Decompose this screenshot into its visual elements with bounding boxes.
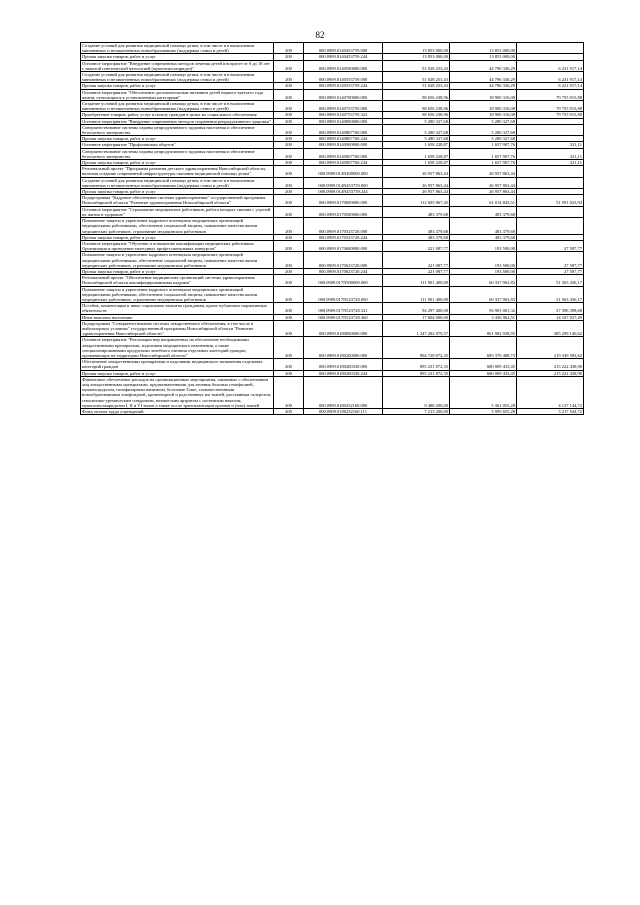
row-group-cell: 200: [274, 177, 304, 188]
row-code-cell: 000.0909.0140907760.000: [304, 148, 383, 159]
row-group-cell: 200: [274, 189, 304, 195]
row-planned-cell: 1 247 282 079,57: [383, 320, 450, 337]
row-planned-cell: 221 087,77: [383, 240, 450, 251]
row-planned-cell: 17 604 000,00: [383, 314, 450, 320]
page-number: 82: [315, 30, 325, 40]
row-name-cell: Повышение защиты и укрепление кадрового потенциала медицинских организаций медицинскими работниками, обеспечение социальной защиты, повышение качества жизни медицинских работников, страхование медицинских работников: [81, 218, 274, 235]
row-planned-cell: 1 658 228,87: [383, 148, 450, 159]
row-group-cell: 200: [274, 286, 304, 303]
row-group-cell: 200: [274, 101, 304, 112]
row-planned-cell: 483 379,68: [383, 234, 450, 240]
row-name-cell: Основное мероприятие "Внедрение современных методов сохранения репродуктивного здоровья": [81, 118, 274, 124]
row-executed-cell: 193 500,00: [450, 252, 517, 269]
row-group-cell: 200: [274, 124, 304, 135]
row-name-cell: Основное мероприятие "Обеспечение дополнительным питанием детей первого-третьего года жизни, относящихся к установленным категориям": [81, 89, 274, 100]
row-planned-cell: 26 957 863,44: [383, 177, 450, 188]
table-row: [81, 89, 584, 100]
table-row: [81, 252, 584, 269]
row-code-cell: 000.0909.0140753759.323: [304, 112, 383, 118]
row-name-cell: Пособия, компенсации и иные социальные выплаты гражданам, кроме публичных нормативных обязательств: [81, 303, 274, 314]
row-group-cell: 200: [274, 136, 304, 142]
row-group-cell: 200: [274, 118, 304, 124]
table-row: [81, 409, 584, 415]
table-row: [81, 275, 584, 286]
row-planned-cell: 51 028 253,43: [383, 72, 450, 83]
row-planned-cell: 111 901 400,00: [383, 275, 450, 286]
row-group-cell: 200: [274, 60, 304, 71]
table-row: [81, 72, 584, 83]
table-row: [81, 101, 584, 112]
row-name-cell: Прочая закупка товаров, работ и услуг: [81, 234, 274, 240]
row-group-cell: 200: [274, 142, 304, 148]
row-group-cell: 200: [274, 314, 304, 320]
table-row: [81, 337, 584, 359]
row-name-cell: Совершенствование системы охраны репродуктивного здоровья населения и обеспечение безопасного материнства: [81, 148, 274, 159]
row-name-cell: Создание условий для развития медицинской помощи детям, в том числе и в выполнении миновенных и незаконченных новообразованиях (поддержка семьи и детей): [81, 72, 274, 83]
row-code-cell: 000.0909.017N523720.000: [304, 286, 383, 303]
row-executed-cell: 1 657 907,76: [450, 148, 517, 159]
row-name-cell: Прочая закупка товаров, работ и услуг: [81, 370, 274, 376]
row-remainder-cell: 79 755 915,88: [517, 112, 584, 118]
table-row: [81, 43, 584, 54]
table-row: [81, 218, 584, 235]
row-planned-cell: 904 720 072,35: [383, 337, 450, 359]
row-group-cell: 200: [274, 160, 304, 166]
row-group-cell: 200: [274, 370, 304, 376]
row-executed-cell: 56 901 001,32: [450, 303, 517, 314]
row-executed-cell: 685 370 488,73: [450, 337, 517, 359]
row-executed-cell: 60 337 963,83: [450, 275, 517, 286]
row-remainder-cell: 51 563 436,17: [517, 275, 584, 286]
row-executed-cell: 3 995 655,28: [450, 409, 517, 415]
row-remainder-cell: 27 587,77: [517, 252, 584, 269]
row-code-cell: 000.0909.0140807760.000: [304, 124, 383, 135]
budget-table: [80, 42, 584, 415]
row-planned-cell: 5 280 327,68: [383, 124, 450, 135]
row-executed-cell: 861 982 938,95: [450, 320, 517, 337]
table-row: [81, 320, 584, 337]
row-executed-cell: 61 014 843,51: [450, 195, 517, 206]
row-code-cell: 000.0909.0180200330.244: [304, 370, 383, 376]
row-name-cell: Финансовое обеспечение расходов на организационные мероприятия, связанные с обеспечением лиц лекарственными препаратами, предназначенными для лечения больных гемофилией, муковисцидозом, гипофизарным нанизмом, болезнью Гоше, злокачественными новообразованиями лимфоидной, кроветворной и родственных им тканей, рассеянным склерозом, гемолитико-уремическим синдромом, юношеским артритом с системным началом, мукополисахаридозом I, II и VI типов а также после трансплантации органов и (или) тканей: [81, 376, 274, 408]
table-row: [81, 240, 584, 251]
row-code-cell: 000.0909.014N453759.000: [304, 177, 383, 188]
row-code-cell: 000.0909.0140907760.244: [304, 160, 383, 166]
row-remainder-cell: 6 231 917,14: [517, 60, 584, 71]
row-executed-cell: 1 657 907,76: [450, 142, 517, 148]
row-code-cell: 000.0909.0170523720.000: [304, 218, 383, 235]
row-group-cell: 200: [274, 54, 304, 60]
row-planned-cell: 1 658 228,87: [383, 160, 450, 166]
row-code-cell: 000.0909.014N400000.000: [304, 166, 383, 177]
table-row: [81, 206, 584, 217]
row-group-cell: 200: [274, 148, 304, 159]
row-executed-cell: 44 796 336,29: [450, 83, 517, 89]
row-planned-cell: 1 658 228,87: [383, 142, 450, 148]
row-group-cell: 200: [274, 409, 304, 415]
row-remainder-cell: [517, 206, 584, 217]
row-executed-cell: 18 900 316,08: [450, 89, 517, 100]
row-code-cell: 000.0909.017N523720.321: [304, 303, 383, 314]
table-row: [81, 286, 584, 303]
row-code-cell: 000.0909.017N500000.000: [304, 275, 383, 286]
table-row: [81, 234, 584, 240]
table-row: [81, 195, 584, 206]
row-group-cell: 200: [274, 166, 304, 177]
row-remainder-cell: 321,11: [517, 148, 584, 159]
row-group-cell: 200: [274, 234, 304, 240]
row-remainder-cell: 321,11: [517, 142, 584, 148]
row-executed-cell: 3 436 962,51: [450, 314, 517, 320]
row-name-cell: Совершенствование системы охраны репродуктивного здоровья населения и обеспечение безопасного материнства: [81, 124, 274, 135]
row-planned-cell: 26 957 863,44: [383, 166, 450, 177]
row-name-cell: Иные выплаты населению: [81, 314, 274, 320]
row-executed-cell: 193 500,00: [450, 240, 517, 251]
row-name-cell: Региональный проект "Обеспечение медицинских организаций системы здравоохранения Новосибирской области квалифицированными кадрами": [81, 275, 274, 286]
row-executed-cell: 44 796 336,29: [450, 72, 517, 83]
row-group-cell: 200: [274, 320, 304, 337]
row-planned-cell: 895 231 872,35: [383, 359, 450, 370]
row-group-cell: 200: [274, 83, 304, 89]
row-planned-cell: 111 901 400,00: [383, 286, 450, 303]
row-name-cell: Основное мероприятие "Внедрение современных методов лечения детей в возрасте от 0 до 18 лет с тяжелой генетической патологией (мукополисахаридоз)": [81, 60, 274, 71]
row-name-cell: Основное мероприятие "Страхование медицинских работников, работа которых связана с угрозой их жизни и здоровью": [81, 206, 274, 217]
row-planned-cell: 94 297 400,00: [383, 303, 450, 314]
row-remainder-cell: [517, 218, 584, 235]
table-row: [81, 370, 584, 376]
row-name-cell: Создание условий для развития медицинской помощи детям, в том числе и в выполнении миновенных и незаконченных новообразованиях (поддержка семьи и детей): [81, 177, 274, 188]
row-group-cell: 200: [274, 359, 304, 370]
row-group-cell: 200: [274, 206, 304, 217]
row-name-cell: Прочая закупка товаров, работ и услуг: [81, 54, 274, 60]
row-remainder-cell: 79 755 915,88: [517, 101, 584, 112]
row-group-cell: 200: [274, 303, 304, 314]
row-group-cell: 200: [274, 112, 304, 118]
row-remainder-cell: 6 231 917,14: [517, 72, 584, 83]
row-planned-cell: 26 957 863,44: [383, 189, 450, 195]
row-name-cell: Основное мероприятие "Профилактика абортов": [81, 142, 274, 148]
row-executed-cell: 18 900 316,08: [450, 112, 517, 118]
row-executed-cell: 18 900 316,08: [450, 101, 517, 112]
row-remainder-cell: 215 222 438,90: [517, 370, 584, 376]
row-executed-cell: 26 957 863,44: [450, 189, 517, 195]
row-group-cell: 200: [274, 218, 304, 235]
row-name-cell: Региональный проект "Программа развития детского здравоохранения Новосибирской области, включая создание современной инфраструктуры оказания медицинской помощи детям": [81, 166, 274, 177]
row-planned-cell: 483 379,68: [383, 218, 450, 235]
row-name-cell: Приобретение товаров, работ, услуг в пользу граждан в целях их социального обеспечения: [81, 112, 274, 118]
row-remainder-cell: 321,11: [517, 160, 584, 166]
row-planned-cell: 895 231 872,35: [383, 370, 450, 376]
row-code-cell: 000.0909.0170000000.000: [304, 195, 383, 206]
row-remainder-cell: 51 563 436,17: [517, 286, 584, 303]
row-name-cell: Прочая закупка товаров, работ и услуг: [81, 268, 274, 274]
row-remainder-cell: 27 587,77: [517, 240, 584, 251]
row-name-cell: Фонд оплаты труда учреждений: [81, 409, 274, 415]
row-code-cell: 000.0909.014N453759.244: [304, 189, 383, 195]
row-planned-cell: 51 028 253,43: [383, 60, 450, 71]
row-name-cell: Прочая закупка товаров, работ и услуг: [81, 136, 274, 142]
table-row: [81, 142, 584, 148]
table-row: [81, 177, 584, 188]
row-name-cell: Прочая закупка товаров, работ и услуг: [81, 189, 274, 195]
row-executed-cell: 26 957 863,44: [450, 166, 517, 177]
row-planned-cell: 7 213 200,00: [383, 409, 450, 415]
row-code-cell: 000.0909.0170523720.244: [304, 234, 383, 240]
row-code-cell: 000.0909.0180000000.000: [304, 320, 383, 337]
row-name-cell: Основное мероприятие "Обучение и повышение квалификации медицинских работников. Организация и проведение ежегодных профессиональных конкурсов": [81, 240, 274, 251]
row-remainder-cell: 27 587,77: [517, 268, 584, 274]
row-planned-cell: 221 087,77: [383, 252, 450, 269]
row-name-cell: Подпрограмма "Совершенствование системы лекарственного обеспечения, в том числе в амбулаторных условиях" государственной программы Новосибирской области "Развитие здравоохранения Новосибирской области": [81, 320, 274, 337]
row-planned-cell: 5 280 327,68: [383, 136, 450, 142]
row-code-cell: 000.0909.0140753759.000: [304, 101, 383, 112]
row-planned-cell: 98 656 238,96: [383, 112, 450, 118]
row-code-cell: 000.0909.0180200000.000: [304, 337, 383, 359]
row-executed-cell: 680 009 433,45: [450, 370, 517, 376]
row-code-cell: 000.0909.0170500000.000: [304, 206, 383, 217]
row-code-cell: 000.0909.0140900000.000: [304, 142, 383, 148]
row-executed-cell: 483 379,68: [450, 218, 517, 235]
row-code-cell: 000.0909.0180252160.111: [304, 409, 383, 415]
row-code-cell: 000.0909.0140500000.000: [304, 60, 383, 71]
row-code-cell: 000.0909.0180200330.000: [304, 359, 383, 370]
row-code-cell: 000.0909.0170623720.244: [304, 268, 383, 274]
row-group-cell: 200: [274, 275, 304, 286]
row-remainder-cell: 4 127 144,72: [517, 376, 584, 408]
row-executed-cell: 26 957 863,44: [450, 177, 517, 188]
row-name-cell: Прочая закупка товаров, работ и услуг: [81, 83, 274, 89]
row-planned-cell: 13 853 000,00: [383, 54, 450, 60]
row-name-cell: Подпрограмма "Кадровое обеспечение системы здравоохранения" государственной программы Новосибирской области "Развитие здравоохранения Новосибирской области": [81, 195, 274, 206]
table-row: [81, 189, 584, 195]
row-name-cell: Прочая закупка товаров, работ и услуг: [81, 160, 274, 166]
row-executed-cell: 483 379,68: [450, 234, 517, 240]
row-planned-cell: 9 488 200,00: [383, 376, 450, 408]
row-executed-cell: 5 361 055,28: [450, 376, 517, 408]
row-code-cell: 000.0909.017N523720.360: [304, 314, 383, 320]
row-planned-cell: 221 087,77: [383, 268, 450, 274]
row-executed-cell: 44 796 336,29: [450, 60, 517, 71]
row-remainder-cell: [517, 124, 584, 135]
row-remainder-cell: 385 299 140,62: [517, 320, 584, 337]
row-remainder-cell: 79 755 915,88: [517, 89, 584, 100]
table-row: [81, 376, 584, 408]
row-planned-cell: 112 605 867,45: [383, 195, 450, 206]
row-code-cell: 000.0909.0170623720.000: [304, 252, 383, 269]
row-planned-cell: 5 280 327,68: [383, 118, 450, 124]
row-code-cell: 000.0909.0140807760.244: [304, 136, 383, 142]
row-remainder-cell: [517, 177, 584, 188]
row-name-cell: Создание условий для развития медицинской помощи детям, в том числе и в выполнении миновенных и незаконченных новообразованиях (поддержка семьи и детей): [81, 101, 274, 112]
row-code-cell: 000.0909.0140453759.000: [304, 43, 383, 54]
row-group-cell: 200: [274, 72, 304, 83]
table-row: [81, 124, 584, 135]
row-group-cell: 200: [274, 252, 304, 269]
row-code-cell: 000.0909.0140453759.244: [304, 54, 383, 60]
row-remainder-cell: 51 591 023,94: [517, 195, 584, 206]
table-row: [81, 118, 584, 124]
row-executed-cell: 5 280 327,68: [450, 124, 517, 135]
row-planned-cell: 98 656 238,96: [383, 101, 450, 112]
row-name-cell: Повышение защиты и укрепление кадрового потенциала медицинских организаций медицинскими работниками, обеспечение социальной защиты, повышение качества жизни медицинских работников, страхование медицинских работников: [81, 286, 274, 303]
row-executed-cell: 5 280 327,68: [450, 118, 517, 124]
row-name-cell: Повышение защиты и укрепление кадрового потенциала медицинских организаций медицинскими работниками, обеспечение социальной защиты, повышение качества жизни медицинских работников, страхование медицинских работников: [81, 252, 274, 269]
table-row: [81, 268, 584, 274]
row-code-cell: 000.0909.0140700000.000: [304, 89, 383, 100]
row-remainder-cell: [517, 43, 584, 54]
row-remainder-cell: 219 349 583,62: [517, 337, 584, 359]
row-code-cell: 000.0909.0140553759.000: [304, 72, 383, 83]
row-code-cell: 000.0909.0140800000.000: [304, 118, 383, 124]
row-executed-cell: 60 337 963,83: [450, 286, 517, 303]
table-row: [81, 60, 584, 71]
table-row: [81, 148, 584, 159]
table-row: [81, 166, 584, 177]
row-executed-cell: 483 379,68: [450, 206, 517, 217]
table-row: [81, 160, 584, 166]
row-remainder-cell: [517, 166, 584, 177]
table-row: [81, 303, 584, 314]
row-code-cell: 000.0909.0140553759.244: [304, 83, 383, 89]
row-executed-cell: 5 280 327,68: [450, 136, 517, 142]
row-name-cell: Создание условий для развития медицинской помощи детям, в том числе и в выполнении миновенных и незаконченных новообразованиях (поддержка семьи и детей): [81, 43, 274, 54]
row-group-cell: 200: [274, 240, 304, 251]
row-group-cell: 200: [274, 268, 304, 274]
row-executed-cell: 193 500,00: [450, 268, 517, 274]
row-name-cell: Основное мероприятие "Реализация мер направленных на обеспечение необходимыми лекарственными препаратами, изделиями медицинского назначения, а также специализированными продуктами лечебного питания отдельных категорий граждан, проживающих на территории Новосибирской области": [81, 337, 274, 359]
row-code-cell: 000.0909.0180252160.000: [304, 376, 383, 408]
row-code-cell: 000.0909.0170600000.000: [304, 240, 383, 251]
row-remainder-cell: 6 231 917,14: [517, 83, 584, 89]
row-planned-cell: 13 853 000,00: [383, 43, 450, 54]
row-executed-cell: 680 009 433,45: [450, 359, 517, 370]
row-group-cell: 200: [274, 89, 304, 100]
table-row: [81, 112, 584, 118]
row-remainder-cell: 14 167 037,49: [517, 314, 584, 320]
row-remainder-cell: 37 396 398,68: [517, 303, 584, 314]
row-executed-cell: 13 853 000,00: [450, 54, 517, 60]
row-remainder-cell: 3 217 544,72: [517, 409, 584, 415]
row-planned-cell: 483 379,68: [383, 206, 450, 217]
row-group-cell: 200: [274, 376, 304, 408]
row-executed-cell: 13 853 000,00: [450, 43, 517, 54]
row-planned-cell: 51 028 253,43: [383, 83, 450, 89]
row-group-cell: 200: [274, 195, 304, 206]
row-name-cell: Обеспечение лекарственными препаратами и изделиями медицинского назначения отдельных категорий граждан: [81, 359, 274, 370]
row-remainder-cell: 215 222 438,90: [517, 359, 584, 370]
table-row: [81, 359, 584, 370]
row-group-cell: 200: [274, 43, 304, 54]
row-executed-cell: 1 657 907,76: [450, 160, 517, 166]
row-group-cell: 200: [274, 337, 304, 359]
row-planned-cell: 98 656 238,96: [383, 89, 450, 100]
